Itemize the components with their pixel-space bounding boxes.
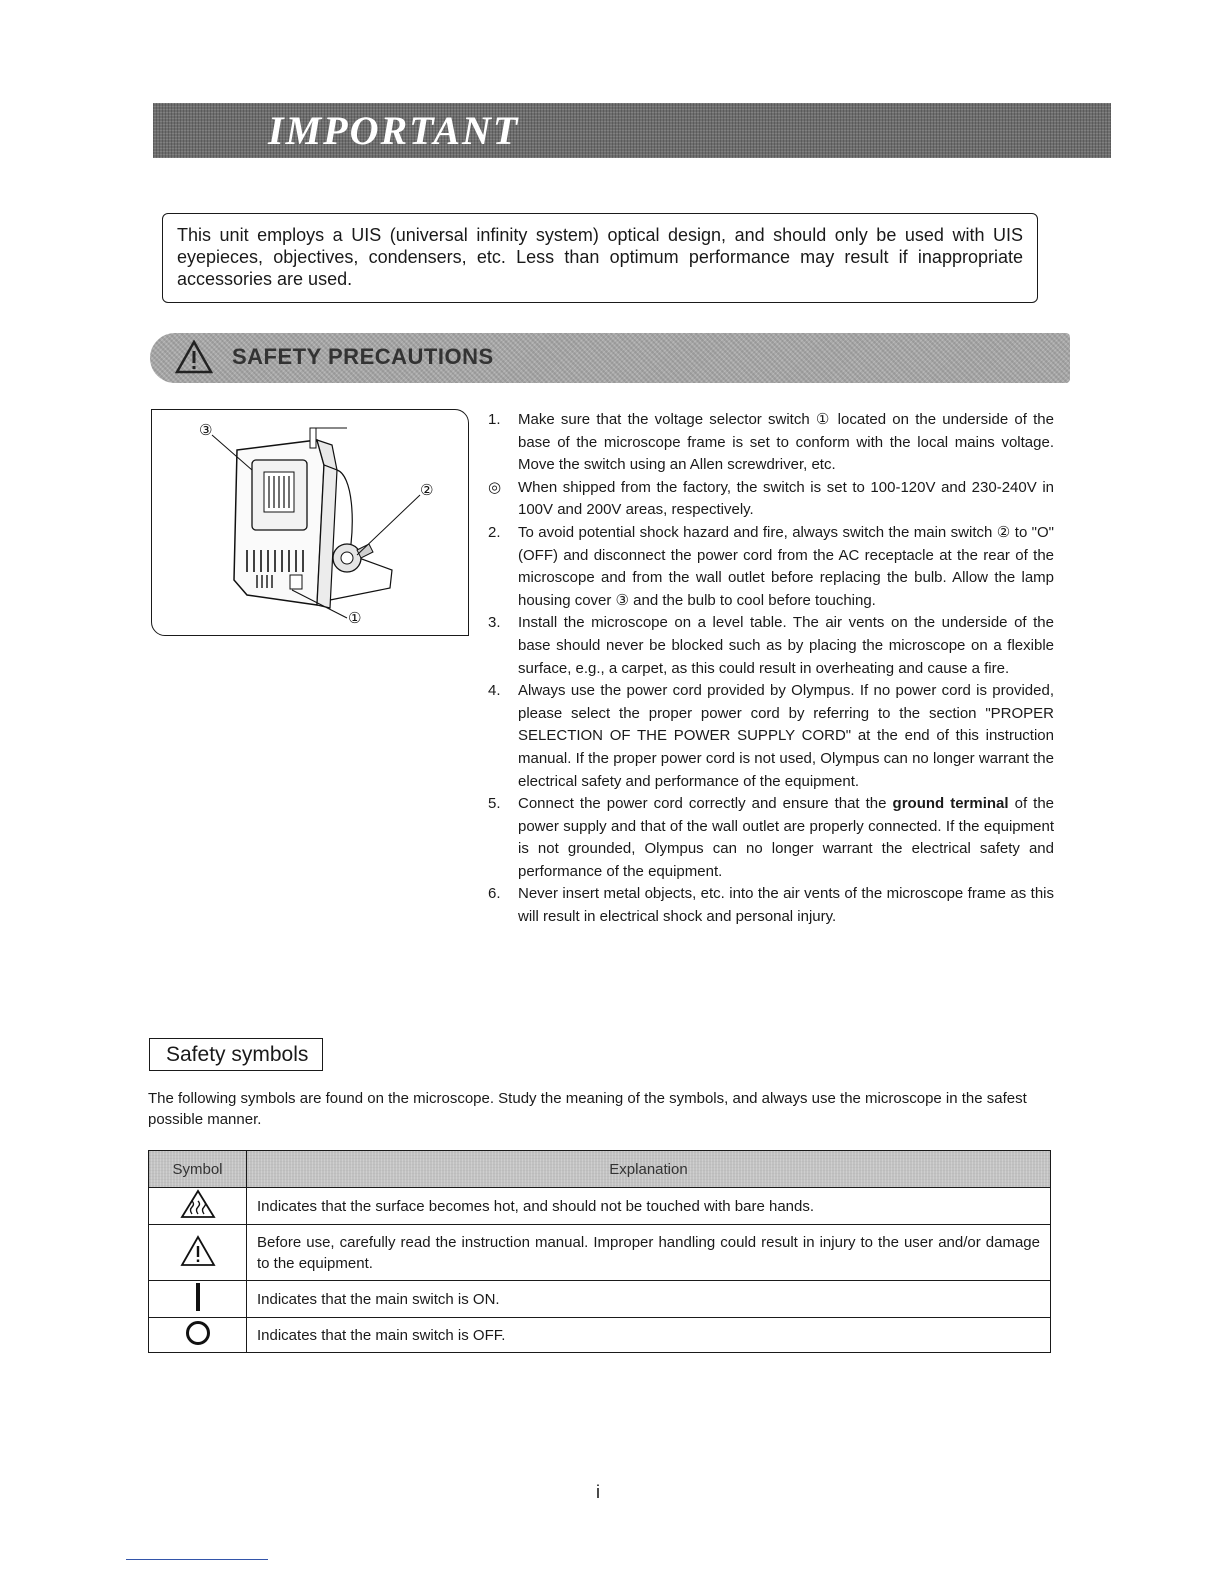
caution-icon [180,1235,216,1267]
callout-1: ① [348,609,362,627]
safety-step: 1. Make sure that the voltage selector switch ① located on the underside of the base of the microscope frame is set to conform with the local mains voltage. Move the switch using an Allen screwdriver, etc. [488,411,1054,474]
safety-steps-list [488,409,1054,929]
column-header-explanation: Explanation [247,1151,1051,1188]
table-row: Indicates that the main switch is OFF. [149,1318,1051,1353]
safety-step: 6. Never insert metal objects, etc. into the air vents of the microscope frame as this will result in electrical shock and personal injury. [488,885,1054,926]
power-on-icon [193,1282,203,1312]
important-banner [153,103,1111,158]
table-row: Indicates that the main switch is ON. [149,1281,1051,1318]
safety-step: 5. Connect the power cord correctly and ensure that the ground terminal of the power supply and that of the wall outlet are properly connected. If the equipment is not grounded, Olympus can no longer warrant the electrical safety and performance of the equipment. [488,795,1055,880]
column-header-symbol: Symbol [149,1151,247,1188]
safety-step: 4. Always use the power cord provided by Olympus. If no power cord is provided, please select the proper power cord by referring to the section "PROPER SELECTION OF THE POWER SUPPLY CORD" at the end of this instruction manual. If the proper power cord is not used, Olympus can no longer warrant the electrical safety and performance of the equipment. [488,682,1054,790]
safety-precautions-banner [150,333,1070,383]
callout-2: ② [420,481,434,499]
table-row: Before use, carefully read the instruction manual. Improper handling could result in injury to the user and/or damage to the equipment. [149,1225,1051,1281]
hot-surface-icon [180,1189,216,1219]
ground-terminal-emphasis: ground terminal [892,795,1009,813]
safety-symbols-intro: The following symbols are found on the microscope. Study the meaning of the symbols, and always use the microscope in the safest possible manner. [148,1090,1027,1128]
safety-symbols-heading: Safety symbols [149,1038,323,1071]
footer-rule [126,1559,268,1560]
page-number: i [596,1482,600,1502]
safety-step: 2. To avoid potential shock hazard and fire, always switch the main switch ② to "O" (OFF) and disconnect the power cord from the AC receptacle at the rear of the microscope and from the wall outlet before replacing the bulb. Allow the lamp housing cover ③ and the bulb to cool before touching. [488,523,1054,609]
uis-notice-text: This unit employs a UIS (universal infinity system) optical design, and should only be used with UIS eyepieces, objectives, condensers, etc. Less than optimum performance may result if inappropriate accessories are used. [177,225,1023,289]
safety-symbols-table [148,1150,1051,1353]
table-row: Indicates that the surface becomes hot, and should not be touched with bare hands. [149,1188,1051,1225]
uis-notice-box [162,213,1038,303]
safety-precautions-title: SAFETY PRECAUTIONS [232,344,494,369]
power-off-icon [184,1319,212,1347]
page-title: IMPORTANT [268,108,520,153]
table-header-row [149,1151,1051,1188]
microscope-drawing [152,410,468,635]
callout-3: ③ [199,421,213,439]
safety-step: 3. Install the microscope on a level table. The air vents on the underside of the base should never be blocked such as by placing the microscope on a flexible surface, e.g., a carpet, as this could result in overheating and cause a fire. [488,614,1054,677]
warning-triangle-icon [175,340,213,374]
microscope-rear-illustration [151,409,469,636]
safety-step-note: ◎ When shipped from the factory, the switch is set to 100-120V and 230-240V in 100V and 200V areas, respectively. [488,478,1054,519]
